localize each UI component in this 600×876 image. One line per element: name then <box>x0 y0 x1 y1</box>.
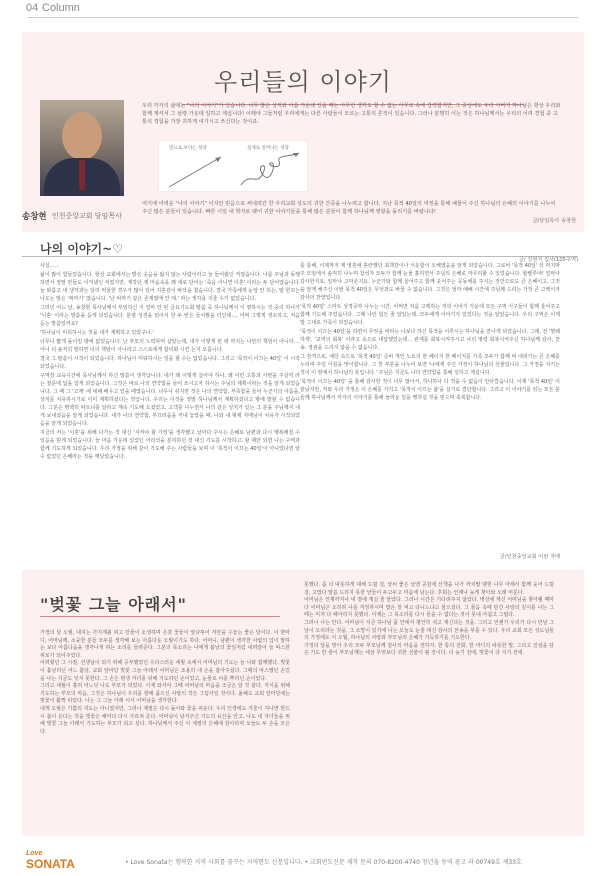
essay2-paragraph: 구역장 교육시간에 목사님께서 하신 말씀이 생각납니다. 내가 왜 이렇게 살아야 하나, 왜 이런 고통과 시련을 주실까 라는 절문에 답을 얻게 되었습니다. 그것은 바로 나의 연약함을 들어 쓰시고자 하시는 주님의 계획이라는 것을 알게 되었습니다. 그 때 그 '고계' 에 대해 배우고 있을 때였습니다. 너무나 쉬지만 것은 나의 연약함, 부족함을 들어 누군가의 아픔을, 상처를 치유하시기로 이미 계획하셨다는 것입니다. 우리는 이것을 정말 하나님께서 계획하셨다고 밖에 말할 수 없습니다. 그분은 명백히 파트너를 달라고 계속 기도해 오셨었고, 고객를 나누면서 나의 같은 상처가 있는 그 분을 주님께서 내게 보내셨음을 알게 되었습니다. 내가 나의 연약함, 부끄러움을 꺼내 놓았을 때, 나와 내 형제 자매님이 치유가 시작되었음을 알게 되었습니다. <box>40 373 300 427</box>
logo-love-text: Love <box>26 850 43 857</box>
essay3-title: "벚꽃 그늘 아래서" <box>40 595 188 614</box>
essay2-paragraph: 지금의 저는 '이혼'을 위해 다가는 것 대신 '지켜야 할 가정'을 생각했고 날마다 주시는 은혜로 남편과 다시 행복해질 수 있음을 믿게 되었습니다. 늘 마음 가운데 있었던 어리석을 분리하던 것 대신 기도를 시작하고, 할 때만 되면 나는 구역과 함께 기도하게 되었습니다. 우리 가정을 위해 같이 기도해 주는 사람들을 보며 이 '목적이 이끄는 40일'이 아니었다면 알 수 없었던 은혜라는 것을 깨달았습니다. <box>40 430 300 460</box>
section-title: Column <box>42 2 80 14</box>
essay2-paragraph: 그러던 어느 날, 송창현 목사님께서 부임하신 지 얼마 안 된 금요기도회 말씀 중 하나님께서 이 땅하시는 것 중의 하나가 '이혼' 이라는 말씀을 듣게 되었습니다. 분명 성경을 읽어서 한 두 번은 들어봤을 터인데..., 어쩌 그렇게 생소하고, 처음 듣는 말씀일까요? <box>40 305 300 327</box>
essay1-title: 우리들의 이야기 <box>214 68 392 96</box>
essay2-paragraph: 사실...... <box>40 263 60 269</box>
page-header <box>0 0 600 18</box>
essay1-signature: 글/담임목사 송창현 <box>532 218 576 224</box>
essay3-paragraph: 어려웠던 그 시절, 선생님이 되기 위해 공부했었던 수다스러운 세월 속에서 어머님의 기도는 늘 나와 함께했다. 벚꽃이 흩날리던 어느 봄날, 교회 앞마당 벚꽃 그늘 아래서 어머님은 조용히 내 손을 잡아주셨다. 그때의 따스했던 손길을 나는 지금도 잊지 못한다. 그 손은 평생 자녀를 위해 기도하던 손이었고, 눈물로 씨를 뿌리던 손이었다. <box>40 660 290 682</box>
sketch-straight-line <box>169 157 221 187</box>
author-photo <box>40 100 124 196</box>
essay3-right-column <box>304 582 554 658</box>
author-role: 인천중앙교회 담임목사 <box>52 212 122 220</box>
essay2-right-column <box>300 262 560 403</box>
essay3-left-column <box>40 630 290 736</box>
essay2-paragraph: 결국 그 말씀이 시작이 되었습니다. 하나님이 미워하시는 일을 할 수는 없었습니다. 그리고 '목적이 이끄는 40일' 이 시작되었습니다. <box>40 356 300 370</box>
essay3-paragraph: 가정의 달을 맞아 우리 모두 부모님께 감사의 마음을 전하자. 한 통의 전화, 한 마디의 따뜻한 말, 그리고 진심을 담은 기도 한 줄이 부모님께는 세상 무엇보다 귀한 선물이 될 것이다. 더 늦기 전에, 벚꽃이 다 지기 전에. <box>304 642 554 657</box>
essay2-paragraph: 를 통해, 이제까지 제 영혼에 혼란했던 최책감이나 서운함이 오해였음을 알게 되었습니다. 그로써 '목적 40일' 의 마지막 주 모임에서 솔직히 나누며 참석자 모두가 함께 눈물 흘리면서 주님의 은혜로 마무리할 수 있었습니다. 할렐루야! 얼마나 감사한지요. 일마나 고마운지요. 누군가와 함께 울어주고 함께 웃어주는 공동체를 주시는 것만으로도 큰 은혜이고, 그것을 알게 해주신 이번 목적 40일은 무엇과도 바꿀 수 없습니다. 그것은 엄마 예배 시간에 주님께 드리는 가장 큰 고백이자 감사의 찬양입니다. <box>300 263 560 301</box>
essay1-intro-top: 우리 각자의 삶에는 "나의 이야기"가 있습니다. 너무 많은 상처와 아픔 가운데 있을 때는 아무런 생각도 할 수 없는 아무로 속에 강력합지만, 그 중심에도 우리 아버지 하나님은 항상 우리와 함께 계셔서 그 심령 가운데 일하고 계십니다! 이래야 그들처럼 우리에게는 다른 사람들이 모르는 고통의 흔적이 있습니다. 그러나 분명히 이는 것은 하나님께서는 우리의 어려 경험 중 고통의 경험을 가장 귀하게 여기시고 쓰신다는 것이죠. <box>142 103 561 125</box>
page-number: 04 <box>26 2 39 14</box>
essay1-intro-bottom: 여기에 어려운 "나의 이야기" 이지만 믿음으로 써내려간 한 우리교회 성도의 귀한 간증을 나누려고 합니다. 지난 목적 40일의 여정을 통해 예물이 주신 하나님의 은혜의 이야기를 나누어 주신 많은 분들이 있습니다. 빠른 시일 내 학자로 맺어 귀한 이야기들을 통해 많은 분들이 함께 하나님께 영광을 돌리기를 바랍니다! <box>142 201 556 215</box>
essay2-left-column <box>40 262 300 462</box>
essay2-paragraph: '목적이 이끄는 40일' 을 통해 감사한 것이 너무 많아서, 하나하나 다 적을 수 없음이 안타깝습니다. 이제 '목적 40일' 이 끝났지만, 저와 우리 가정은 이 은혜를 가지고 '목적이 이끄는 삶'을 살기로 결단합니다. 그리고 이 이야기를 읽는 모든 분들께 하나님께서 각자의 이야기를 통해 놀라운 일을 행하실 것을 믿으며 축복합니다. <box>300 379 560 401</box>
author-name: 송창현 <box>22 212 47 222</box>
essay3-paragraph: 내게 오월은 기쁨의 지도는 아니였지만, 그러나 계절은 다시 돌아와 꽃을 피운다. 우리 인생에도 겨울이 지나면 반드시 봄이 온다는 것을 벚꽃은 해마다 다시 가르쳐 준다. 어머님이 남겨주신 기도의 유산을 안고, 나도 내 자녀들을 위해 벚꽃 그늘 아래서 기도하는 부모가 되고 싶다. 하나님께서 주신 이 계절의 은혜에 감사하며 오늘도 두 손을 모은다. <box>40 705 290 735</box>
footer-info: • Love Sonata는 행복한 지역 사회를 꿈꾸는 지역현도 신문입니다. • 교회연도신문 제작 문의 070-8200-4740 청년을 동역 광고 라 00749호 제33호 <box>125 859 522 866</box>
sketch-label-actual: 실제로 일어나는 성장 <box>247 146 289 151</box>
essay2-paragraph: 삶이 많이 힘들었습니다. 항상 교회에서는 밝은 웃음을 잃지 않는 사람이라고 늘 들어왔던 저였습니다. 나름 주님과 동행하면서 정말 만들도 이겨냈던 저였지만, 재작년 제 마음속을 꽤 새로 단어는 '죽음 이니면 이혼' 이라는 두 단어였습니다. 늘 와름고 내 생각과는 달리 억울한 경우가 많이 있어 지혼감이 바닥을 쳤습니다. 결국 가족에게 눈앞 안 되는, 말 한꼬는 나오는 말은 '짜까기' 였습니다. '난 싸까기 같은 존재였에 안 돼.' 라는 생각을 지울 수가 없었습니다. <box>40 272 300 302</box>
essay3-paragraph: 가정의 달 오월, 대지는 가지계볼 피고 만물이 소생하며 온갖 꽃들이 앞다투어 저만을 수놓는 좋은 달이다. 이 한마디, 어머님께, 소중한 분들 모두를 생각해 보는 아름다운 오월이기도 하다. 어머니, 남편이 생각한 사람의 입이 말하는 보다 아름다움을 생각나게 하는 소리를 들려준다. 그분의 목소리는 나에게 봄날의 꽃잎처럼 내려앉아 늘 따스한 위로가 되어주었다. <box>40 630 290 659</box>
essay2-paragraph: '목적이 이끄는 40일'을 하면서 무엇을 바라는 나보다 하신 목적을 이루시는 하나님을 만나게 되었습니다. 그래, 전 '명쾌하게', '교역의 회복' 이라고 속으로 대답했었는데... 관계를 회복시켜주시고 나의 명령 회복시켜주신 하나님께 감사, 찬송, 영광을 드리지 않을 수 없습니다. <box>300 329 560 351</box>
essay2-divider <box>22 256 578 257</box>
logo-sonata-text: SONATA <box>26 857 75 871</box>
growth-sketch <box>158 140 308 192</box>
author-photo-face <box>62 112 102 160</box>
essay2-paragraph: 그 감격으로, 예당 속으로 '목적 40일' 준비 개인 노트의 한 페이지 한 페이지를 가족 모두가 함께 써 내려가는 큰 은혜를 누리며 주일 아침을 맞이합니다. 그 한 부분을 나누어 보면 '나에게 주신 가정이 하나님의 선물입니다. 그 가정을 지키는 것이 이 땅에서 하나님의 뜻입니다.' 주님은 지금도 나의 연약함을 통해 일하고 계십니다. <box>300 354 560 376</box>
essay3-paragraph: 못했다. 좀 더 따뜻하게 대해 드릴 걸, 날씨 좋은 날엔 공원에 산책을 나가 까치밥 맺힌 나무 아래서 함께 웃어 드릴 걸, 고맙다 말씀 드리지 못한 날들이 두고두고 마음에 남는다. 후회는 언제나 늦게 찾아와 오래 머문다. <box>304 582 554 596</box>
essay3-paragraph: 어머님은 언제까지나 내 곁에 계실 줄 알았다. 그러나 시간은 기다려주지 않았다. 병상에 계신 어머님을 찾아뵐 때마다 어머님은 오히려 나를 걱정하시며 밥은 잘 먹고 다니느냐고 물으셨다. 그 물음 속에 담긴 사랑의 깊이를 나는 그때는 미처 다 헤아리지 못했다. 이제는 그 목소리를 다시 들을 수 없다는 것이 못내 아쉽고 그립다. <box>304 597 554 619</box>
essay2-paragraph: '하나님이 미워하시는 것을 내가 계획하고 있었구나.' <box>40 330 154 336</box>
essay2-paragraph: 너무나 짧게 돌이킬 밖에 없었습니다. 난 부모의 노력하며 살았는데, 내가 이렇게 된 데 까지는 나만의 책임이 아니라..., 아니 더 솔직히 말하면 너의 책임이 아니라고 스스로에게 합리화 시킨 는지 모릅니다. <box>40 339 300 353</box>
essay2-paragraph: '목적 40일' 스마트 성경공부 나누는 시간, 어쩌면 처음 고백하는 저의 이야기 가운데 모든 구역 식구들이 함께 울어주고 함께 기도해 주었습니다. 그때 나만 힘든 줄 알았는데, 모두에게 이야기가 있었다는 것을 알았습니다. 우리 구역은 이제 말 그대로 가족이 되었습니다. <box>300 304 560 326</box>
essay3-panel <box>22 570 584 836</box>
essay3-title-underline <box>40 616 280 617</box>
essay3-signature: 글/ 김현지 집사(105구역) <box>518 257 578 263</box>
essay3-paragraph: 그리고 세월이 흘러 어느덧 나도 부모가 되었다. 이제 와서야 그때 어머님의 마음을 조금은 알 것 같다. 자식을 위해 기도하는 부모의 마음, 그것은 하나님이 우리를 향해 품으신 사랑의 작은 그림자일 것이다. 올해도 교회 앞마당에는 벚꽃이 활짝 피었다. 나는 그 그늘 아래 서서 어머님을 생각한다. <box>40 683 290 705</box>
author-photo-tie <box>79 160 85 190</box>
header-divider <box>28 17 578 18</box>
essay3-paragraph: 그러나 나는 안다. 어머님이 지금 하나님 품 안에서 평안히 쉬고 계신다는 것을. 그리고 언젠가 우리가 다시 만날 그날이 오리라는 것을. 그 소망이 있기에 나는 오늘도 눈물 대신 감사의 찬송을 부를 수 있다. 우리 교회 모든 성도님들의 가정에도 이 오월, 하나님의 사랑과 부모님의 은혜가 가득하기를 기도한다. <box>304 619 554 642</box>
essay2-title: 나의 이야기~♡ <box>40 242 123 256</box>
essay2-signature: 글/인천중앙교회 어떤 자매 <box>499 554 560 560</box>
sketch-squiggle-line <box>241 153 299 185</box>
sketch-label-expected: 말으로 보이는 성장 <box>169 146 207 151</box>
page-footer <box>0 848 600 876</box>
